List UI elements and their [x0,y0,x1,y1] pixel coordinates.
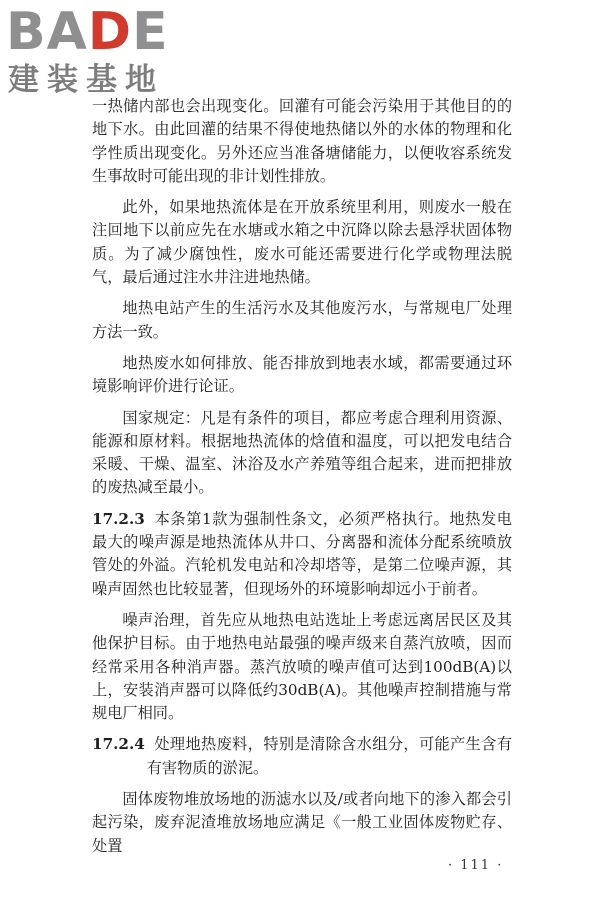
bade-logo [6,4,176,100]
clause-17-2-4 [92,733,512,780]
paragraph: 此外，如果地热流体是在开放系统里利用，则废水一般在注回地下以前应先在水塘或水箱之中沉降以除去悬浮状固体物质。为了减少腐蚀性，废水可能还需要进行化学或物理法脱气，最后通过注水井注进地热储。 [92,198,512,287]
paragraph: 地热电站产生的生活污水及其他废污水，与常规电厂处理方法一致。 [92,299,512,341]
paragraph-continuation: 一热储内部也会出现变化。回灌有可能会污染用于其他目的的地下水。由此回灌的结果不得使地热储以外的水体的物理和化学性质出现变化。另外还应当准备塘储能力，以便收容系统发生事故时可能出现的非计划性排放。 [92,97,512,185]
page-number: · 111 · [448,858,504,873]
section-number: 17.2.3 [92,509,145,528]
paragraph: 国家规定：凡是有条件的项目，都应考虑合理利用资源、能源和原材料。根据地热流体的焓值和温度，可以把发电结合采暖、干燥、温室、沐浴及水产养殖等组合起来，进而把排放的废热减至最小。 [92,408,512,497]
clause-text: 本条第1款为强制性条文，必须严格执行。地热发电最大的噪声源是地热流体从井口、分离器和流体分配系统喷放管处的外溢。汽轮机发电站和冷却塔等，是第二位噪声源，其噪声固然也比较显著，但现场外的环境影响却远小于前者。 [92,509,512,598]
paragraph: 地热废水如何排放、能否排放到地表水域，都需要通过环境影响评价进行论证。 [92,353,512,396]
paragraph: 噪声治理，首先应从地热电站选址上考虑远离居民区及其他保护目标。由于地热电站最强的噪声级来自蒸汽放喷，因而经常采用各种消声器。蒸汽放喷的噪声值可达到100dB(A)以上，安装消声器可以降低约30dB(A)。其他噪声控制措施与常规电厂相同。 [92,610,512,723]
paragraph: 固体废物堆放场地的沥滤水以及/或者向地下的渗入都会引起污染，废弃泥渣堆放场地应满足《一般工业固体废物贮存、处置 [92,790,512,855]
logo-subtitle: 建装基地 [8,62,164,98]
clause-text: 处理地热废料，特别是清除含水组分，可能产生含有有害物质的淤泥。 [146,735,512,777]
page-body [92,95,512,866]
logo-wordmark: BADE [6,2,169,62]
clause-17-2-3 [92,508,512,601]
section-number: 17.2.4 [92,735,145,754]
